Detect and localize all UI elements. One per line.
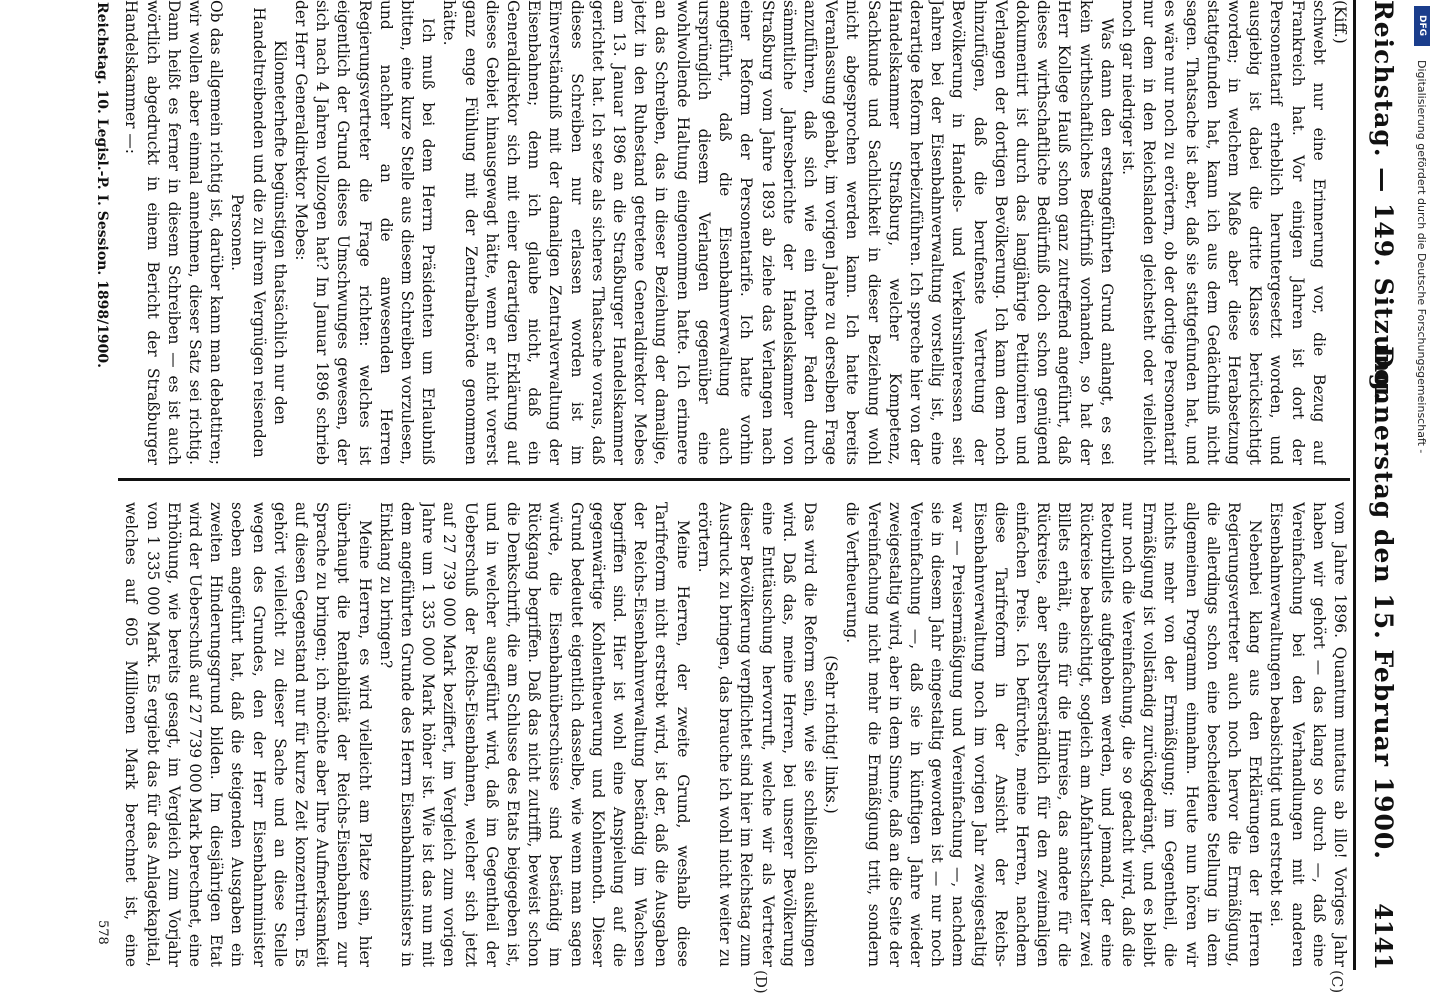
footer-sheet-number: 578	[95, 920, 110, 945]
left-paragraph: (Kiff.)	[1331, 0, 1349, 44]
right-paragraph: Meine Herren, es wird vielleicht am Platze sein, hier überhaupt die Rentabilität der Reichs-Eisenbahnen zur Sprache zu bringen; ich möchte aber Ihre Aufmerksamkeit auf diesen Gegenstand nur für kurze Zeit konzentriren. Es gehört vielleicht zu dieser Sache und an diese Stelle wegen des Grundes, den der Herr Eisenbahnminister soeben angeführt hat, daß die steigenden Ausgaben ein zweiten Hinderungsgrund bilden. Im diesjährigen Etat wird der Ueberschuß auf 27 739 000 Mark berechnet, eine Erhöhung, wie bereits gesagt, im Vergleich zum Vorjahr von 1 335 000 Mark. Es ergiebt das für das Anlagekapital, welches auf 605 Millionen Mark berechnet ist, eine	[122, 502, 374, 967]
margin-marker-b	[752, 0, 770, 1]
header-date: Donnerstag den 15. Februar 1900.	[1369, 346, 1398, 860]
right-paragraph: vom Jahre 1896. Quantum mutatus ab illo! Voriges Jahr haben wir gehört — das klang so durch —, daß eine Vereinfachung bei den Verhandlungen mit anderen Eisenbahnverwaltungen beabsichtigt und erstrebt sei.	[1267, 502, 1349, 967]
page-number: 4141	[1369, 903, 1398, 970]
left-paragraph: Ob das allgemein richtig ist, darüber kann man debattiren; wir wollen aber einmal annehmen, dieser Satz sei richtig. Dann heißt es ferner in diesem Schreiben — es ist auch wörtlich abgedruckt in einem Bericht der Straßburger Handelskammer —:	[122, 0, 226, 465]
dfg-watermark	[1414, 6, 1430, 454]
left-paragraph: Ich muß bei dem Herrn Präsidenten um Erlaubniß bitten, eine kurze Stelle aus diesem Schreiben vorzulesen, und nachher an die anwesenden Herren Regierungsvertreter die Frage richten: welches ist eigentlich der Grund dieses Umschwunges gewesen, der sich nach 4 Jahren vollzogen hat? Im Januar 1896 schrieb der Herr Generaldirektor Mebes:	[292, 0, 438, 465]
dfg-logo: DFG	[1414, 6, 1430, 46]
column-divider	[118, 478, 1350, 481]
dfg-funding-note: Digitalisierung gefördert durch die Deutsche Forschungsgemeinschaft -	[1415, 60, 1428, 454]
scanned-page	[60, 0, 1410, 994]
left-column	[120, 0, 1350, 465]
right-paragraph: Das wird die Reform sein, wie sie schließlich ausklingen wird. Daß das, meine Herren, bei unserer Bevölkerung eine Enttäuschung hervorruft, welche wir als Vertreter dieser Bevölkerung verpflichtet sind hier im Reichstag zum Ausdruck zu bringen, das brauche ich wohl nicht weiter zu erörtern.	[694, 502, 819, 967]
right-paragraph: Meine Herren, der zweite Grund, weshalb diese Tarifreform nicht erstrebt wird, ist der, daß die Ausgaben der Reichs-Eisenbahnverwaltung beständig im Wachsen begriffen sind. Hier ist wohl eine Anspielung auf die gegenwärtige Kohlentheuerung und Kohlennoth. Dieser Grund bedeutet eigentlich dasselbe, wie wenn man sagen würde, die Eisenbahnüberschüsse sind beständig im Rückgang begriffen. Daß das nicht zutrifft, beweist schon die Denkschrift, die am Schlusse des Etats beigegeben ist, und in welcher ausgeführt wird, daß im Gegentheil der Ueberschuß der Reichs-Eisenbahnen, welcher sich jetzt auf 27 739 000 Mark beziffert, im Vergleich zum vorigen Jahre um 1 335 000 Mark höher ist. Wie ist das nun mit dem angeführten Grunde des Herrn Eisenbahnministers in Einklang zu bringen?	[376, 502, 692, 967]
left-paragraph: Was dann den erstangeführten Grund anlangt, es sei kein wirthschaftliches Bedürfniß vorhanden, so hat der Herr Kollege Hauß schon ganz zutreffend angeführt, daß dieses wirthschaftliche Bedürfniß doch schon genügend dokumentirt ist durch das langjährige Petitioniren und Verlangen der dortigen Bevölkerung. Ich kann dem noch hinzufügen, daß die berufenste Vertretung der Bevölkerung in Handels- und Verkehrsinteressen seit Jahren bei der Eisenbahnverwaltung vorstellig ist, eine derartige Reform herbeizuführen. Ich spreche hier von der Handelskammer Straßburg, welcher Kompetenz, Sachkunde und Sachlichkeit in dieser Beziehung wohl nicht abgesprochen werden kann. Ich hatte bereits Veranlassung gehabt, im vorigen Jahre zu derselben Frage anzuführen, daß sich wie ein rother Faden durch sämmtliche Jahresberichte der Handelskammer von Straßburg vom Jahre 1893 ab ziehe das Verlangen nach einer Reform der Personentarife. Ich hatte vorhin angeführt, daß die Eisenbahnverwaltung auch ursprünglich diesem Verlangen gegenüber eine wohlwollende Haltung eingenommen hatte. Ich erinnere an das Schreiben, das in dieser Beziehung der damalige, jetzt in den Ruhestand getretene Generaldirektor Mebes am 13. Januar 1896 an die Straßburger Handelskammer gerichtet hat. Ich setze als sicheres Thatsache voraus, daß dieses Schreiben nur erlassen worden ist im Einverständniß mit der damaligen Zentralverwaltung der Eisenbahnen; denn ich glaube nicht, daß ein Generaldirektor sich mit einer derartigen Erklärung auf dieses Gebiet hinausgewagt hätte, wenn er nicht vorerst ganz enge Fühlung mit der Zentralbehörde genommen hätte.	[440, 0, 1116, 465]
margin-marker-a	[1328, 0, 1346, 1]
margin-marker-d: (D)	[752, 970, 770, 994]
right-column	[120, 502, 1350, 967]
page-header	[1353, 0, 1402, 970]
page-sheet	[60, 0, 1410, 994]
right-paragraph: Nebenbei klang aus den Erklärungen der Herren Regierungsvertreter auch noch hervor die Ermäßigung, die allerdings schon eine bescheidene Stellung in dem allgemeinen Programm einnahm. Heute nun hören wir nichts mehr von der Ermäßigung; im Gegentheil, die Ermäßigung ist vollständig zurückgedrängt, und es bleibt nur noch die Vereinfachung, die so gedacht wird, daß die Retourbillets aufgehoben werden, und jemand, der eine Rückreise beabsichtigt, sogleich am Abfahrtsschalter zwei Billets erhält, eins für die Hinreise, das andere für die Rückreise, aber selbstverständlich für den zweimaligen einfachen Preis. Ich befürchte, meine Herren, nachdem diese Tarifreform in der Ansicht der Reichs-Eisenbahnverwaltung noch im vorigen Jahr zweigestaltig war — Preisermäßigung und Vereinfachung —, nachdem sie in diesem Jahr eingestaltig geworden ist — nur noch Vereinfachung —, daß sie in künftigen Jahre wieder zweigestaltig wird, aber in dem Sinne, daß an die Seite der Vereinfachung nicht mehr die Ermäßigung tritt, sondern die Vertheuerung.	[843, 502, 1265, 967]
header-session: Reichstag. — 149. Sitzung.	[1369, 0, 1398, 402]
left-quote: Kilometerhefte begünstigen thatsächlich nur den Handeltreibenden und die zu ihrem Vergnügen reisenden Personen.	[228, 7, 289, 458]
footer-publication: Reichstag. 10. Legisl.-P. I. Session. 1898/1900.	[94, 2, 110, 369]
left-paragraph: schwebt nur eine Erinnerung vor, die Bezug auf Frankreich hat. Vor einigen Jahren ist dort der Personentarif erheblich heruntergesetzt worden, und ausgiebig ist dabei die dritte Klasse berücksichtigt worden; in welchem Maße aber diese Herabsetzung stattgefunden hat, kann ich aus dem Gedächtniß nicht sagen. Thatsache ist aber, daß sie stattgefunden hat, und es wäre nur noch zu erörtern, ob der dortige Personentarif nur dem in den Reichslanden gleichsteht oder vielleicht noch gar niedriger ist.	[1118, 0, 1328, 465]
margin-marker-c: (C)	[1328, 970, 1346, 994]
interjection: (Sehr richtig! links.)	[822, 655, 841, 814]
